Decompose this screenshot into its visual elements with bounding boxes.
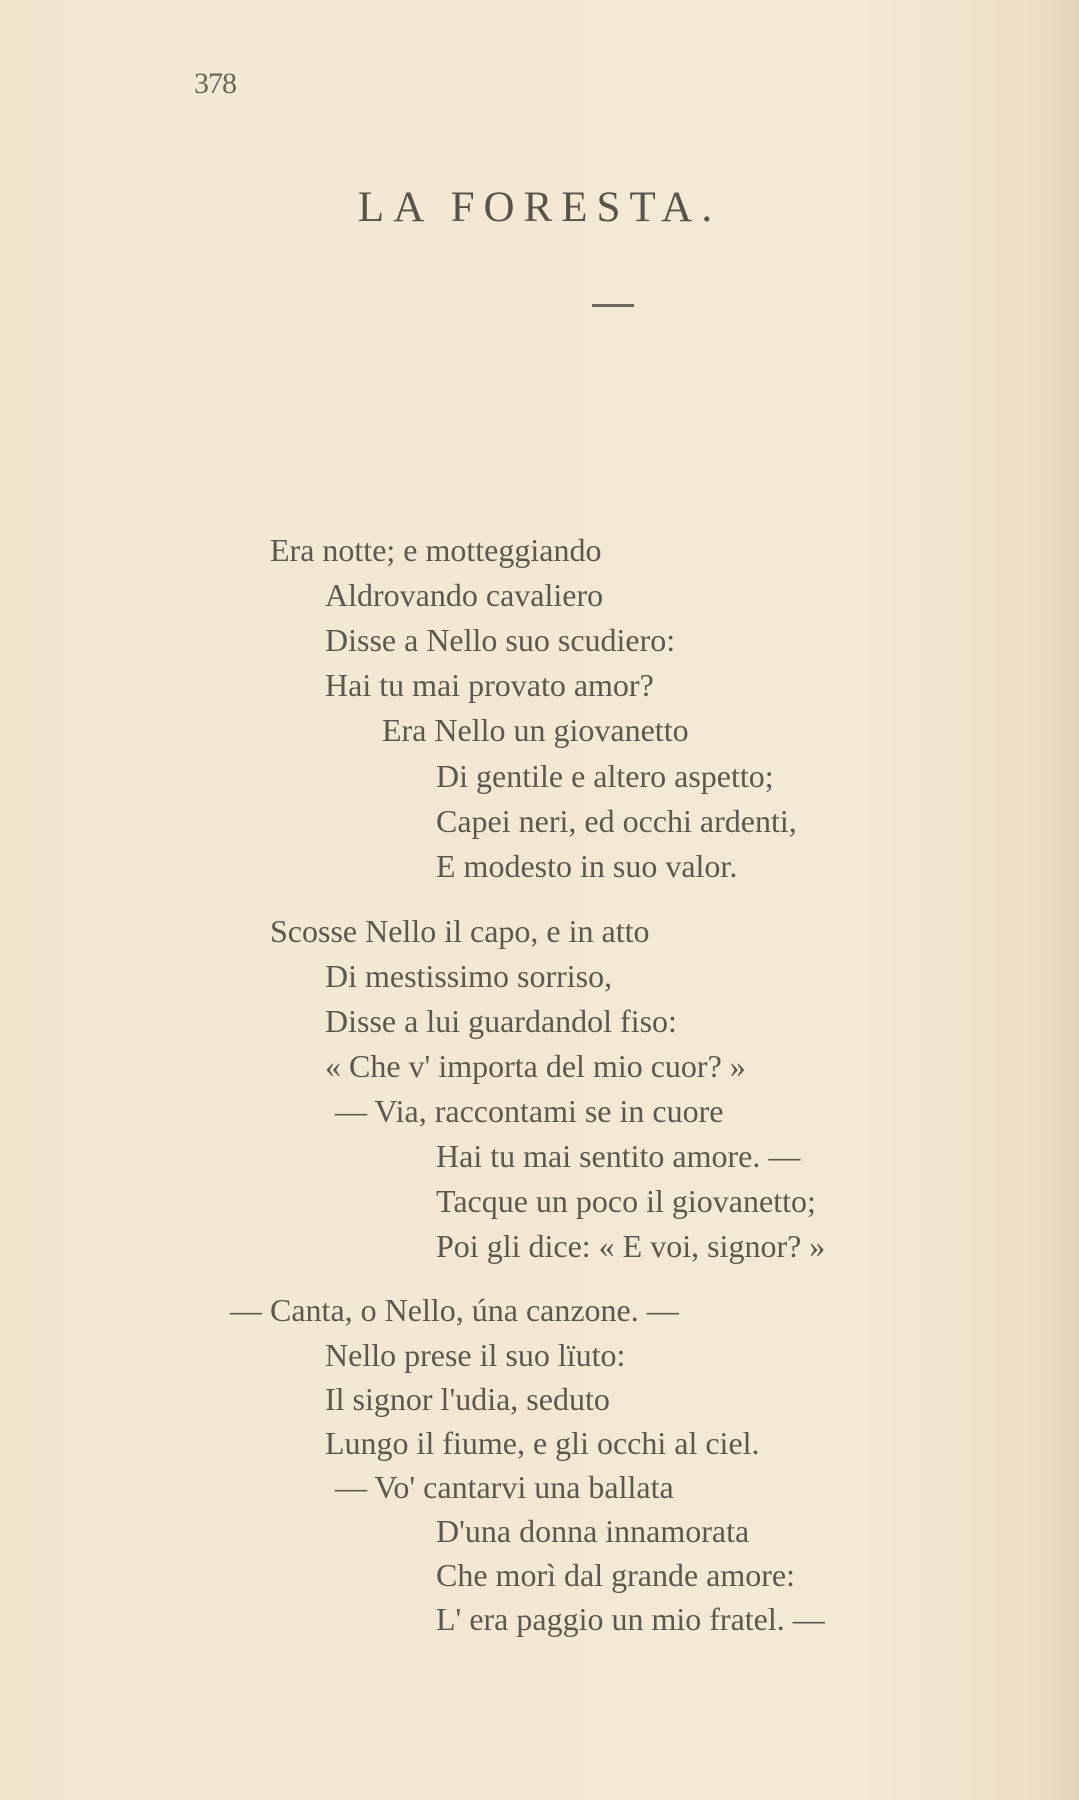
stanza-3-line-8: L' era paggio un mio fratel. — — [436, 1601, 825, 1637]
stanza-2-line-2: Di mestissimo sorriso, — [325, 958, 613, 994]
stanza-3-line-2: Nello prese il suo lïuto: — [325, 1337, 626, 1373]
stanza-1-line-4: Hai tu mai provato amor? — [325, 667, 654, 703]
stanza-3-line-3: Il signor l'udia, seduto — [325, 1381, 610, 1417]
stanza-1-line-2: Aldrovando cavaliero — [325, 577, 604, 613]
stanza-1-line-8: E modesto in suo valor. — [436, 848, 738, 884]
stanza-3-line-5: — Vo' cantarvi una ballata — [335, 1469, 674, 1505]
poem-title: LA FORESTA. — [357, 184, 722, 231]
stanza-1-line-5: Era Nello un giovanetto — [382, 712, 689, 748]
stanza-2-line-6: Hai tu mai sentito amore. — — [436, 1138, 801, 1174]
stanza-1-line-3: Disse a Nello suo scudiero: — [325, 622, 676, 658]
stanza-1-line-6: Di gentile e altero aspetto; — [436, 758, 774, 794]
stanza-2-line-3: Disse a lui guardandol fiso: — [325, 1003, 677, 1039]
stanza-2-line-8: Poi gli dice: « E voi, signor? » — [436, 1228, 826, 1264]
stanza-1-line-1: Era notte; e motteggiando — [270, 532, 602, 568]
page-number: 378 — [194, 67, 236, 100]
stanza-2-line-4: « Che v' importa del mio cuor? » — [325, 1048, 746, 1084]
stanza-3-line-4: Lungo il fiume, e gli occhi al ciel. — [325, 1425, 760, 1461]
stanza-2-line-7: Tacque un poco il giovanetto; — [436, 1183, 816, 1219]
stanza-2-line-1: Scosse Nello il capo, e in atto — [270, 913, 650, 949]
stanza-3-line-7: Che morì dal grande amore: — [436, 1557, 795, 1593]
stanza-3-line-1: — Canta, o Nello, úna canzone. — — [230, 1292, 679, 1328]
stanza-2-line-5: — Via, raccontami se in cuore — [335, 1093, 724, 1129]
stanza-3-line-6: D'una donna innamorata — [436, 1513, 750, 1549]
stanza-1-line-7: Capei neri, ed occhi ardenti, — [436, 803, 797, 839]
